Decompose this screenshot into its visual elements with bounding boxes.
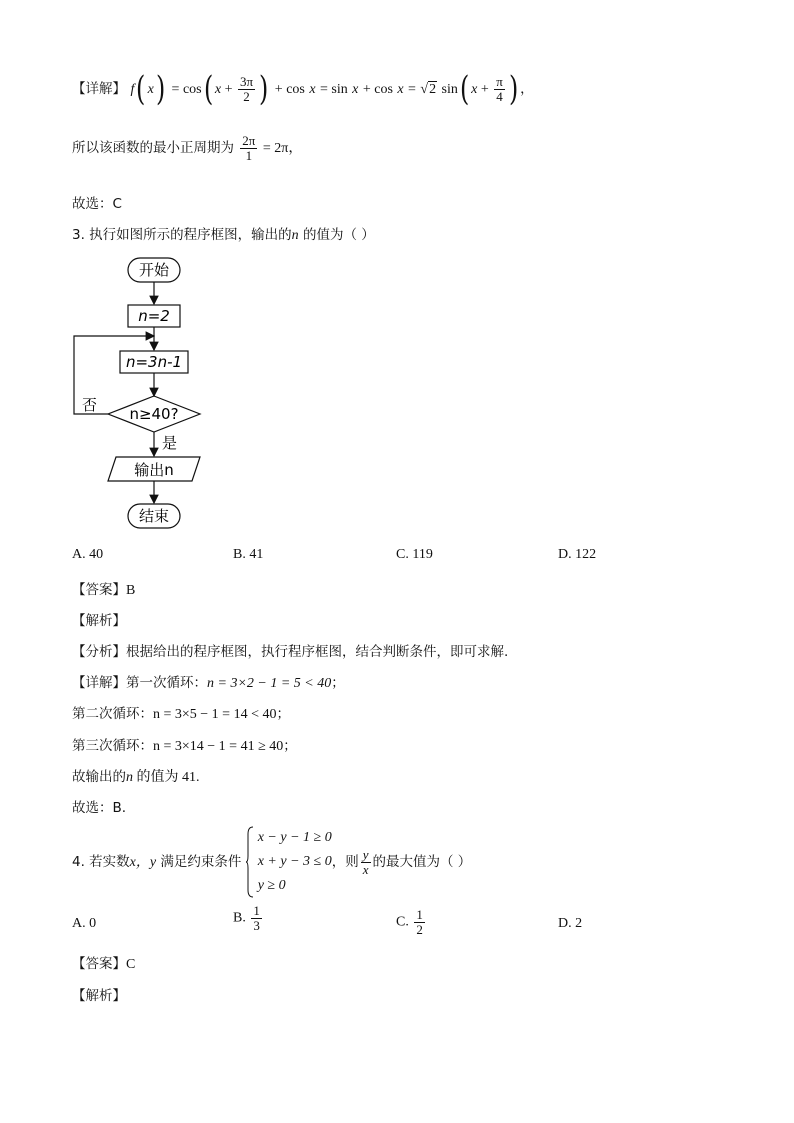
fraction-y-over-x: $\frac{y}{x}$ xyxy=(362,846,369,877)
q2-detail-line: 【详解】 f( x) = cos( x + $\frac{3\pi}{2}$ ) + cos x = sin x + cos x = √2 sin( x + $\frac{\pi}{4}$ ) ， xyxy=(72,69,534,109)
flow-start-text: 开始 xyxy=(138,261,170,279)
q3-loop1: 【详解】第一次循环：n = 3×2 − 1 = 5 < 40； xyxy=(72,675,345,691)
q2-period-line: 所以该函数的最小正周期为 $\frac{2\pi}{1}$ = 2π， xyxy=(72,133,303,163)
fraction-pi-over-4: $\frac{\pi}{4}$ xyxy=(496,73,503,104)
sqrt-2: √2 xyxy=(420,82,437,97)
q3-analysis: 【分析】根据给出的程序框图，执行程序框图，结合判断条件，即可求解. xyxy=(72,644,509,660)
q4-option-d: D. 2 xyxy=(558,916,583,931)
q4-answer: 【答案】C xyxy=(72,956,136,972)
q3-option-d: D. 122 xyxy=(558,547,597,562)
q3-analysis-tag: 【解析】 xyxy=(72,613,126,629)
flow-no-label: 否 xyxy=(82,396,98,414)
flow-update-text: n=3n-1 xyxy=(125,353,183,371)
q3-loop2: 第二次循环：n = 3×5 − 1 = 14 < 40； xyxy=(72,706,290,722)
detail-tag: 【详解】 xyxy=(72,81,126,97)
q2-choice: 故选：C xyxy=(72,196,122,212)
constraint-2: x + y − 3 ≤ 0 xyxy=(257,854,332,869)
flowchart xyxy=(60,250,220,535)
constraint-system xyxy=(246,826,332,898)
constraint-3: y ≥ 0 xyxy=(257,878,286,893)
q4-option-c: C. $\frac{1}{2}$ xyxy=(396,907,423,937)
q4-option-a: A. 0 xyxy=(72,916,97,931)
q4-analysis-tag: 【解析】 xyxy=(72,988,126,1004)
flow-condition-text: n≥40? xyxy=(129,405,179,423)
q3-option-c: C. 119 xyxy=(396,547,433,562)
flow-init-text: n=2 xyxy=(138,307,170,325)
flow-output-text: 输出n xyxy=(134,461,174,479)
flow-end-text: 结束 xyxy=(138,507,170,525)
q3-option-a: A. 40 xyxy=(72,547,104,562)
q4-stem: 4. 若实数x，y 满足约束条件 x − y − 1 ≥ 0 x + y − 3 ≤ 0 y ≥ 0 ，则 $\frac{y}{x}$ 的最大值为（ ） xyxy=(72,826,471,898)
flow-yes-label: 是 xyxy=(162,434,178,452)
q3-stem: 3. 执行如图所示的程序框图，输出的n 的值为（ ） xyxy=(72,227,375,243)
fraction-2pi-over-1: $\frac{2\pi}{1}$ xyxy=(242,133,256,163)
fraction-3pi-over-2: $\frac{3\pi}{2}$ xyxy=(240,73,254,104)
q3-choice: 故选：B. xyxy=(72,800,127,816)
q3-option-b: B. 41 xyxy=(233,547,264,562)
q3-conclusion: 故输出的n 的值为 41. xyxy=(72,769,200,785)
q4-option-b: B. $\frac{1}{3}$ xyxy=(233,903,260,933)
func-name: f xyxy=(130,82,135,97)
constraint-1: x − y − 1 ≥ 0 xyxy=(257,830,332,845)
q3-answer: 【答案】B xyxy=(72,582,136,598)
q3-loop3: 第三次循环：n = 3×14 − 1 = 41 ≥ 40； xyxy=(72,738,297,754)
